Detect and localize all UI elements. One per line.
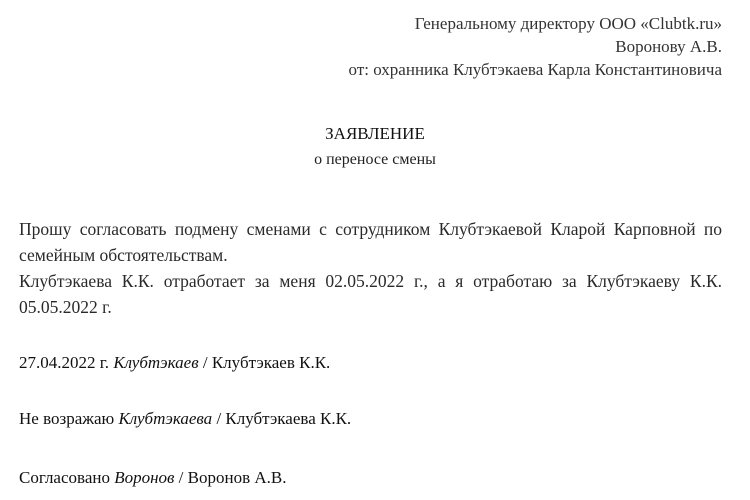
approval-label: Согласовано <box>19 468 110 487</box>
sender-line: от: охранника Клубтэкаева Карла Константиновича <box>348 60 722 79</box>
director-approval-line <box>19 467 286 489</box>
applicant-signature-line <box>19 352 330 374</box>
colleague-consent-line <box>19 408 351 430</box>
director-signature: Воронов <box>114 468 175 487</box>
signature-date: 27.04.2022 г. <box>19 353 110 372</box>
addressee-line-name: Воронову А.В. <box>615 37 722 56</box>
document-body <box>19 216 722 320</box>
document-title: ЗАЯВЛЕНИЕ <box>325 124 425 143</box>
addressee-block <box>349 12 722 81</box>
consent-label: Не возражаю <box>19 409 115 428</box>
colleague-signature: Клубтэкаева <box>118 409 213 428</box>
applicant-name: / Клубтэкаев К.К. <box>202 353 331 372</box>
body-paragraph-request: Прошу согласовать подмену сменами с сотрудником Клубтэкаевой Кларой Карповной по семейным обстоятельствам. <box>19 219 722 265</box>
applicant-signature: Клубтэкаев <box>113 353 199 372</box>
document-title-block <box>0 123 750 171</box>
colleague-name: / Клубтэкаева К.К. <box>216 409 352 428</box>
addressee-line-director: Генеральному директору ООО «Clubtk.ru» <box>414 14 722 33</box>
director-name: / Воронов А.В. <box>178 468 287 487</box>
document-subtitle: о переносе смены <box>314 151 436 168</box>
body-paragraph-dates: Клубтэкаева К.К. отработает за меня 02.05.2022 г., а я отработаю за Клубтэкаеву К.К. 05.05.2022 г. <box>19 271 722 317</box>
